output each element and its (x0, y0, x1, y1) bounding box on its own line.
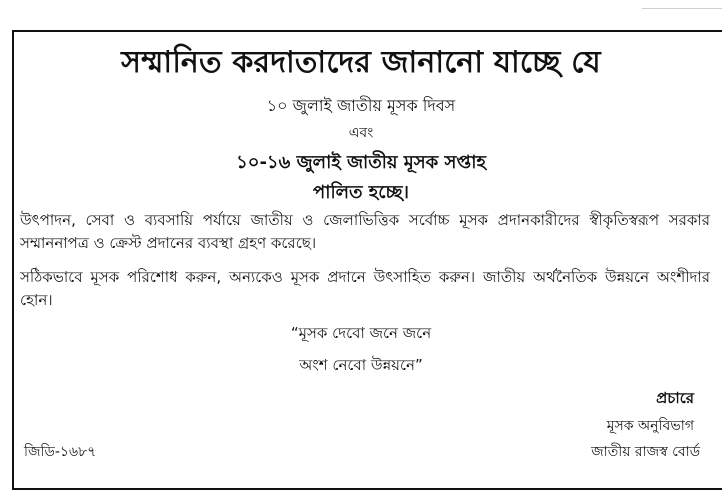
department-name: মূসক অনুবিভাগ (606, 418, 694, 434)
pay-vat-paragraph: সঠিকভাবে মূসক পরিশোধ করুন, অন্যকেও মূসক প্রদানে উৎসাহিত করুন। জাতীয় অর্থনৈতিক উন্নয়নে অংশীদার হোন। (20, 268, 710, 309)
recognition-paragraph: উৎপাদন, সেবা ও ব্যবসায়ি পর্যায়ে জাতীয় ও জেলাভিত্তিক সর্বোচ্চ মূসক প্রদানকারীদের স্বীকৃতিস্বরূপ সরকার সম্মাননাপত্র ও ক্রেস্ট প্রদানের ব্যবস্থা গ্রহণ করেছে। (20, 211, 710, 252)
top-margin (0, 0, 722, 18)
top-edge-line (642, 0, 722, 9)
reference-number: জিডি-১৬৮৭ (24, 444, 97, 460)
slogan-line-1: “মূসক দেবো জনে জনে (290, 324, 432, 342)
notice-headline: সম্মানিত করদাতাদের জানানো যাচ্ছে যে (121, 45, 601, 80)
publicity-label: প্রচারে (656, 389, 694, 407)
national-vat-week-line: ১০-১৬ জুলাই জাতীয় মূসক সপ্তাহ (236, 152, 486, 173)
being-observed-line: পালিত হচ্ছে। (313, 182, 409, 203)
national-vat-day-line: ১০ জুলাই জাতীয় মূসক দিবস (266, 96, 456, 115)
board-name: জাতীয় রাজস্ব বোর্ড (591, 444, 700, 460)
slogan-line-2: অংশ নেবো উন্নয়নে” (299, 356, 423, 374)
and-line: এবং (348, 125, 374, 141)
